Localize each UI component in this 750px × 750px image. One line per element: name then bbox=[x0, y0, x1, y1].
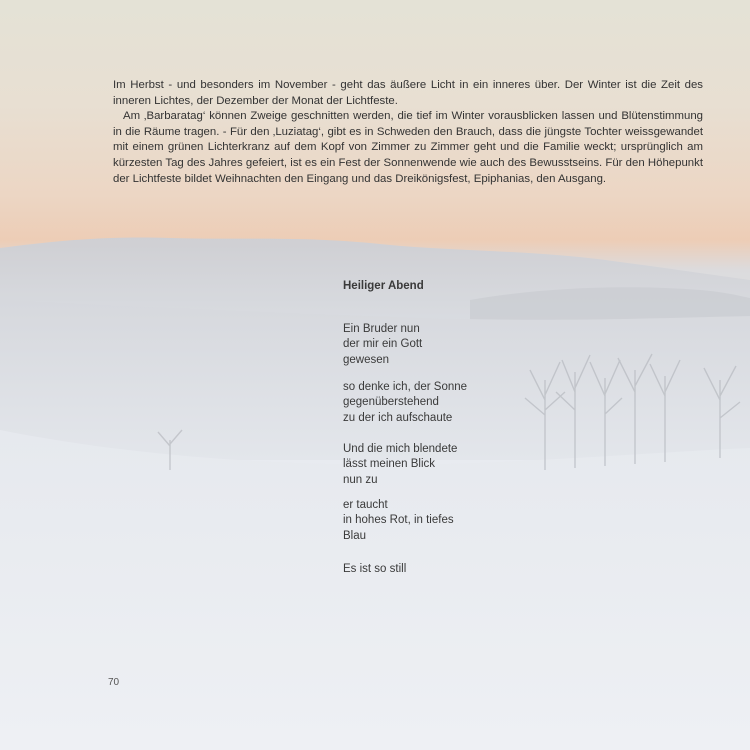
intro-paragraph-2: Am ‚Barbaratag‘ können Zweige geschnitten werden, die tief im Winter vorausblicken lassen und Blütenstimmung in die Räume tragen. - Für den ‚Luziatag‘, gibt es in Schweden den Brauch, dass die jüngste Tochter weissgewandet mit einem grünen Lichterkranz auf dem Kopf von Zimmer zu Zimmer geht und die Familie weckt; ursprünglich am kürzesten Tag des Jahres gefeiert, ist es ein Fest der Sonnenwende wie auch des Bewusstseins. Für den Höhepunkt der Lichtfeste bildet Weihnachten den Eingang und das Dreikönigsfest, Epiphanias, den Ausgang. bbox=[113, 110, 703, 185]
poem-stanza-4 bbox=[343, 498, 454, 544]
poem-line: nun zu bbox=[343, 473, 378, 486]
poem-line: der mir ein Gott bbox=[343, 338, 423, 351]
intro-text bbox=[113, 78, 703, 187]
poem-line: in hohes Rot, in tiefes bbox=[343, 514, 454, 527]
poem-stanza-5 bbox=[343, 562, 406, 577]
poem-line: lässt meinen Blick bbox=[343, 458, 436, 471]
poem-line: Ein Bruder nun bbox=[343, 323, 420, 335]
poem-line: Blau bbox=[343, 529, 367, 542]
poem-line: Es ist so still bbox=[343, 563, 407, 575]
poem-line: so denke ich, der Sonne bbox=[343, 381, 468, 393]
page-number: 70 bbox=[108, 677, 120, 688]
poem-line: gewesen bbox=[343, 353, 390, 366]
poem-stanza-3 bbox=[343, 442, 457, 488]
poem-line: er taucht bbox=[343, 499, 388, 511]
poem-stanza-2 bbox=[343, 380, 467, 426]
poem-line: zu der ich aufschaute bbox=[343, 411, 453, 424]
poem-line: gegenüberstehend bbox=[343, 396, 439, 409]
poem-stanza-1 bbox=[343, 322, 422, 368]
poem-title: Heiliger Abend bbox=[343, 280, 424, 292]
poem-line: Und die mich blendete bbox=[343, 443, 458, 455]
intro-paragraph-1: Im Herbst - und besonders im November - geht das äußere Licht in ein inneres über. Der Winter ist die Zeit des inneren Lichtes, der Dezember der Monat der Lichtfeste. bbox=[113, 79, 703, 107]
